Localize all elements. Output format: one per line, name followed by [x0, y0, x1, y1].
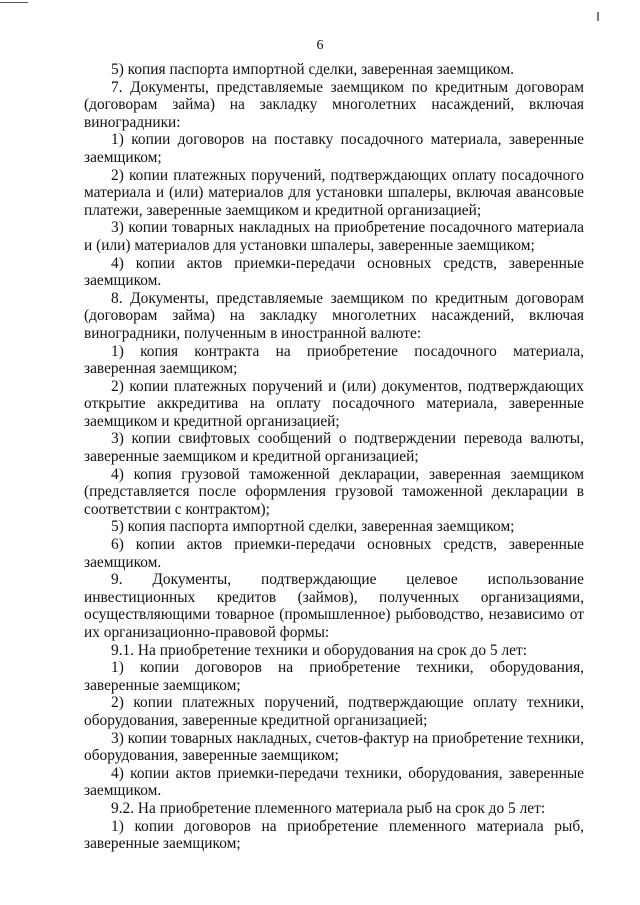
paragraph: 5) копия паспорта импортной сделки, заверенная заемщиком. [111, 61, 515, 78]
paragraph: 9.1. На приобретение техники и оборудования на срок до 5 лет: [111, 641, 527, 659]
paragraph: 4) копии актов приемки-передачи техники, оборудования, заверенные заемщиком. [84, 764, 584, 800]
scan-dot-mark [597, 12, 599, 21]
paragraph: 5) копия паспорта импортной сделки, заверенная заемщиком; [111, 518, 515, 536]
paragraph: 3) копии товарных накладных на приобретение посадочного материала и (или) материалов для установки шпалеры, заверенные заемщиком; [84, 219, 584, 254]
paragraph: 2) копии платежных поручений, подтверждающие оплату техники, оборудования, заверенные кредитной организацией; [84, 694, 584, 729]
paragraph: 9. Документы, подтверждающие целевое использование инвестиционных кредитов (займов), полученных организациями, осуществляющими товарное (промышленное) рыбоводство, независимо от их организационно-правовой формы: [84, 571, 584, 641]
paragraph: 1) копия контракта на приобретение посадочного материала, заверенная заемщиком; [84, 342, 584, 378]
paragraph: 4) копии актов приемки-передачи основных средств, заверенные заемщиком. [84, 254, 584, 290]
paragraph: 7. Документы, представляемые заемщиком по кредитным договорам (договорам займа) на закладку многолетних насаждений, включая виноградники: [84, 78, 584, 131]
page-number: 6 [316, 38, 324, 53]
paragraph: 4) копия грузовой таможенной декларации, заверенная заемщиком (представляется после оформления грузовой таможенной декларации в соответствии с контрактом); [84, 465, 584, 518]
paragraph: 3) копии товарных накладных, счетов-фактур на приобретение техники, оборудования, заверенные заемщиком; [84, 729, 584, 765]
paragraph: 1) копии договоров на приобретение техники, оборудования, заверенные заемщиком; [84, 659, 584, 694]
document-body [84, 61, 584, 853]
paragraph: 9.2. На приобретение племенного материала рыб на срок до 5 лет: [111, 799, 546, 817]
paragraph: 3) копии свифтовых сообщений о подтверждении перевода валюты, заверенные заемщиком и кредитной организацией; [84, 430, 584, 466]
paragraph: 8. Документы, представляемые заемщиком по кредитным договорам (договорам займа) на закладку многолетних насаждений, включая виноградники, полученным в иностранной валюте: [84, 289, 584, 342]
paragraph: 1) копии договоров на приобретение племенного материала рыб, заверенные заемщиком; [84, 817, 584, 853]
paragraph: 1) копии договоров на поставку посадочного материала, заверенные заемщиком; [84, 131, 584, 166]
paragraph: 2) копии платежных поручений, подтверждающих оплату посадочного материала и (или) материалов для установки шпалеры, включая авансовые платежи, заверенные заемщиком и кредитной организацией; [84, 166, 584, 219]
scan-edge-mark [0, 2, 28, 3]
paragraph: 6) копии актов приемки-передачи основных средств, заверенные заемщиком. [84, 536, 584, 571]
paragraph: 2) копии платежных поручений и (или) документов, подтверждающих открытие аккредитива на оплату посадочного материала, заверенные заемщиком и кредитной организацией; [84, 377, 584, 430]
